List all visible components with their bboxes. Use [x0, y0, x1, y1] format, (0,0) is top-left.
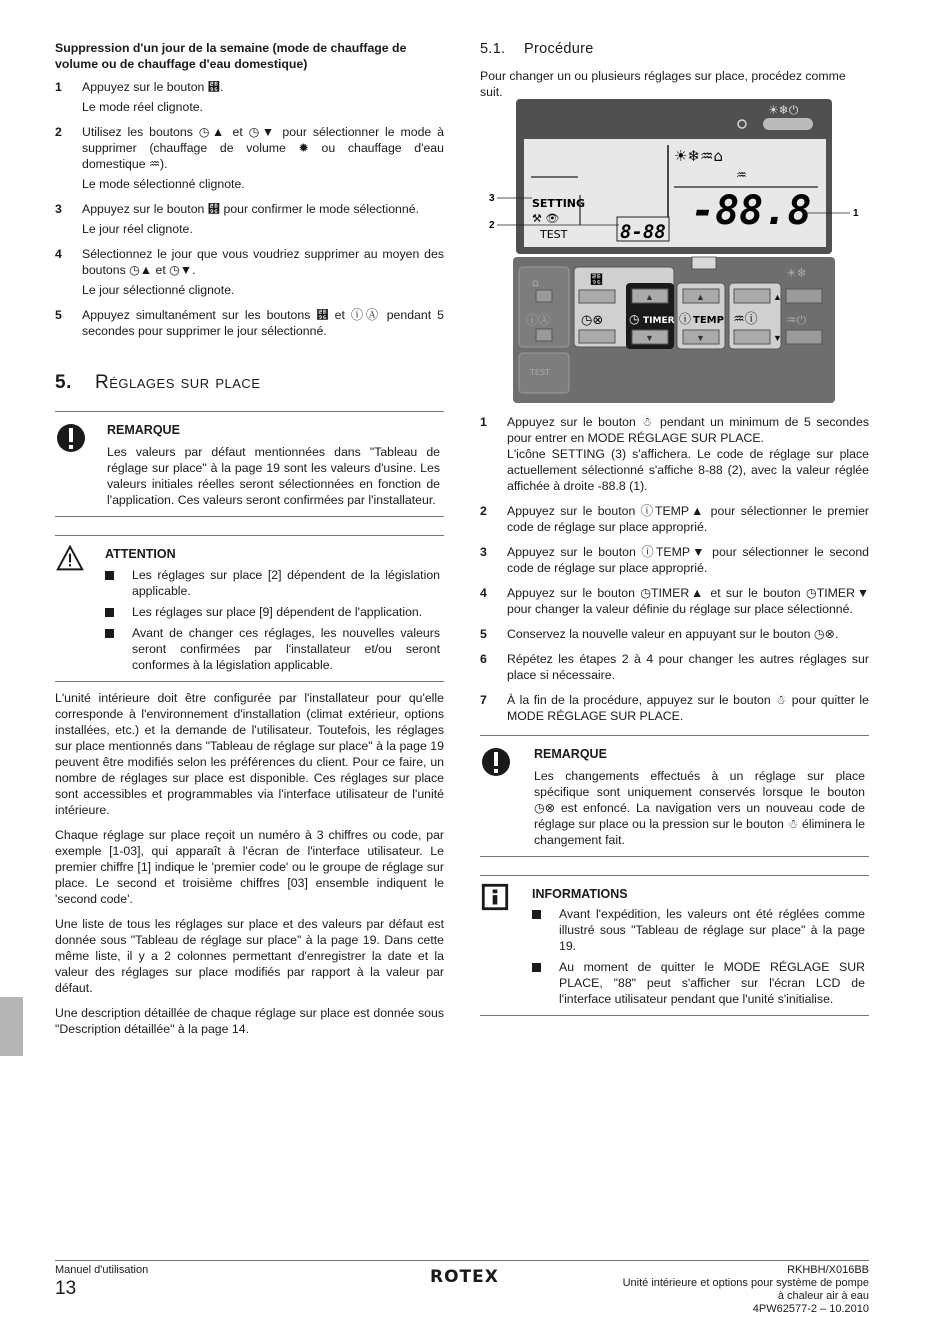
callout-2: 2 — [489, 220, 495, 231]
subsection-heading: 5.1. Procédure — [480, 41, 594, 57]
section-heading: 5. Réglages sur place — [55, 372, 261, 393]
shower-thermo-icon: ♒ⓘ — [733, 312, 758, 327]
step-3: 3 Appuyez sur le bouton ⮖ pour confirmer le mode sélectionné. Le jour réel clignote. — [55, 202, 419, 236]
procedure-step-1: 1 Appuyez sur le bouton ☃ pendant un minimum de 5 secondes pour entrer en MODE RÉGLAGE SUR PLACE. L'icône SETTING (3) s'affichera. Le code de réglage sur place actuellement sélectionné s'affiche 8-88 (2), avec la valeur réglée affichée à droite -88.8 (1). — [480, 415, 869, 493]
product-description-1: Unité intérieure et options pour système de pompe — [622, 1277, 869, 1289]
exclamation-icon — [55, 422, 87, 454]
paragraph: L'unité intérieure doit être configurée par l'installateur pour qu'elle corresponde à l'environnement d'installation (climat extérieur, options installées, etc.) et la demande de l'utilisateur. Toutefois, les réglages sur place mentionnés dans "Tableau de réglage sur place" à la page 19 peuvent être modifiés selon les préférences du client. Pour ce faire, un nombre de réglages sur place est disponible. Ces réglages sur place sont accessibles et programmables via l'interface utilisateur de l'unité intérieure. — [55, 691, 444, 817]
power-mode-icons: ☀❄⏻ — [768, 103, 799, 117]
procedure-step-5: 5 Conservez la nouvelle valeur en appuyant sur le bouton ◷⊗. — [480, 627, 839, 641]
info-bullet: Au moment de quitter le MODE RÉGLAGE SUR PLACE, "88" peut s'afficher sur l'écran LCD de l'interface utilisateur pendant que l'unité s'initialise. — [532, 959, 865, 1007]
intro-text: Pour changer un ou plusieurs réglages sur place, procédez comme suit. — [480, 69, 846, 99]
procedure-step-4: 4 Appuyez sur le bouton ◷TIMER▲ et sur le bouton ◷TIMER▼ pour changer la valeur définie du réglage sur place sélectionné. — [480, 586, 869, 616]
water-power-button[interactable] — [786, 330, 822, 344]
home-button[interactable] — [536, 290, 552, 302]
timer-label: TIMER — [643, 316, 675, 326]
water-up-button[interactable] — [734, 289, 770, 303]
mode-icons: ☀❄♒⌂ — [674, 147, 723, 165]
model-number: RKHBH/X016BB — [787, 1264, 869, 1276]
ok-button[interactable] — [579, 330, 615, 343]
chapter-tab — [0, 997, 23, 1056]
lcd-code: 8-88 — [620, 221, 666, 243]
down-arrow-icon: ▼ — [773, 333, 782, 343]
water-down-button[interactable] — [734, 330, 770, 344]
procedure-step-7: 7 À la fin de la procédure, appuyez sur le bouton ☃ pour quitter le MODE RÉGLAGE SUR PLACE. — [480, 693, 869, 723]
home-icon: ⌂ — [532, 276, 539, 289]
lcd-setting-label: SETTING — [532, 197, 586, 210]
attention-bullet: Les réglages sur place [9] dépendent de l'application. — [105, 604, 440, 620]
manual-label: Manuel d'utilisation — [55, 1264, 149, 1276]
thermo-a-icon: ⓘⒶ — [526, 313, 551, 327]
procedure-steps — [480, 414, 869, 1016]
footer-right — [623, 1264, 869, 1316]
step-4: 4 Sélectionnez le jour que vous voudriez supprimer au moyen des boutons ◷▲ et ◷▼. Le jour sélectionné clignote. — [55, 247, 444, 297]
up-arrow-icon: ▲ — [773, 292, 782, 302]
delete-day-heading: Suppression d'un jour de la semaine (mode de chauffage de volume ou de chauffage d'eau domestique) — [55, 41, 407, 71]
program-button[interactable] — [579, 290, 615, 303]
left-column — [55, 38, 444, 1037]
attention-bullet: Avant de changer ces réglages, les nouvelles valeurs seront confirmées par l'installateur et/ou seront conformes à la législation applicable. — [105, 625, 440, 673]
wave-icon: ♒ — [736, 168, 747, 182]
document-reference: 4PW62577-2 – 10.2010 — [752, 1303, 869, 1315]
up-arrow-icon: ▲ — [696, 292, 705, 302]
temp-a-button[interactable] — [536, 329, 552, 341]
heat-cool-button[interactable] — [786, 289, 822, 303]
paragraph: Chaque réglage sur place reçoit un numéro à 3 chiffres ou code, par exemple [1-03], qui apparaît à l'écran de l'interface utilisateur. Le premier chiffre [1] indique le 'premier code' ou le groupe de réglage sur place. Le second et troisième chiffres [03] ensemble indiquent le 'second code'. — [55, 828, 444, 906]
step-2: 2 Utilisez les boutons ◷▲ et ◷▼ pour sélectionner le mode à supprimer (chauffage de volume ✹ ou chauffage d'eau domestique ♒). Le mode sélectionné clignote. — [55, 125, 444, 191]
paragraph: Une description détaillée de chaque réglage sur place est donnée sous "Description détaillée" à la page 14. — [55, 1006, 444, 1036]
page-number: 13 — [55, 1278, 77, 1299]
callout-3: 3 — [489, 193, 495, 204]
down-arrow-icon: ▼ — [696, 333, 705, 343]
lcd-value: -88.8 — [691, 188, 812, 234]
wrench-eye-icon: ⚒ 👁 — [532, 212, 560, 225]
program-icon: ⮖ — [590, 273, 603, 288]
info-icon — [480, 882, 510, 912]
footer-left — [55, 1264, 148, 1301]
test-button-label: TEST — [530, 368, 550, 377]
footer-rule — [55, 1260, 869, 1261]
temp-label: TEMP — [693, 315, 724, 326]
exclamation-icon — [480, 746, 512, 778]
attention-box: ATTENTION Les réglages sur place [2] dépendent de la législation applicable. Les réglages sur place [9] dépendent de l'application. Avant de changer ces réglages, les nouvelles valeurs seront confirmées par l'installateur et/ou seront conformes à la législation applicable. — [55, 535, 444, 682]
procedure-step-6: 6 Répétez les étapes 2 à 4 pour changer les autres réglages sur place si nécessaire. — [480, 652, 869, 682]
callout-1: 1 — [853, 208, 859, 219]
right-column — [480, 38, 869, 100]
thermometer-icon: ⓘ — [679, 312, 692, 326]
step-1: 1 Appuyez sur le bouton ⮖. Le mode réel clignote. — [55, 80, 224, 114]
controller-diagram — [486, 97, 864, 405]
info-bullet: Avant l'expédition, les valeurs ont été réglées comme illustré sous "Tableau de réglage sur place" à la page 19. — [532, 906, 865, 954]
step-5: 5 Appuyez simultanément sur les boutons ⮖ et ⓘⒶ pendant 5 secondes pour supprimer le jour sélectionné. — [55, 308, 444, 338]
water-power-icon: ♒⏻ — [786, 313, 807, 327]
info-box: INFORMATIONS Avant l'expédition, les valeurs ont été réglées comme illustré sous "Tableau de réglage sur place" à la page 19. Au moment de quitter le MODE RÉGLAGE SUR PLACE, "88" peut s'afficher sur l'écran LCD de l'interface utilisateur pendant que l'unité s'initialise. — [480, 875, 869, 1016]
remark-box-right: REMARQUE Les changements effectués à un réglage sur place spécifique sont uniquement conservés lorsque le bouton ◷⊗ est enfoncé. La navigation vers un nouveau code de réglage sur place ou la pression sur le bouton ☃ éliminera le changement fait. — [480, 735, 869, 857]
paragraph: Une liste de tous les réglages sur place et des valeurs par défaut est donnée sous "Tableau de réglage sur place" à la page 19. Dans cette même liste, il y a 2 colonnes permettant d'enregistrer la date et la valeur des réglages sur place modifiés par rapport à la valeur par défaut. — [55, 917, 444, 995]
attention-bullet: Les réglages sur place [2] dépendent de la législation applicable. — [105, 567, 440, 599]
brand-logo: ROTEX — [430, 1267, 499, 1287]
clock-icon: ◷ — [629, 312, 640, 326]
cancel-clock-icon: ◷⊗ — [581, 313, 604, 328]
procedure-step-3: 3 Appuyez sur le bouton ⓘTEMP▼ pour sélectionner le second code de réglage sur place approprié. — [480, 545, 869, 575]
remark-box: REMARQUE Les valeurs par défaut mentionnées dans "Tableau de réglage sur place" à la page 19 sont les valeurs d'usine. Les valeurs initiales réelles seront sélectionnées en fonction de l'application. Ces valeurs seront confirmées par l'installateur. — [55, 411, 444, 517]
procedure-step-2: 2 Appuyez sur le bouton ⓘTEMP▲ pour sélectionner le premier code de réglage sur place approprié. — [480, 504, 869, 534]
power-button[interactable] — [763, 118, 813, 130]
heat-cool-icon: ☀❄ — [786, 266, 807, 280]
product-description-2: à chaleur air à eau — [777, 1290, 869, 1302]
warning-triangle-icon — [55, 544, 85, 572]
up-arrow-icon: ▲ — [645, 292, 654, 302]
down-arrow-icon: ▼ — [645, 333, 654, 343]
lcd-test-label: TEST — [540, 228, 568, 241]
